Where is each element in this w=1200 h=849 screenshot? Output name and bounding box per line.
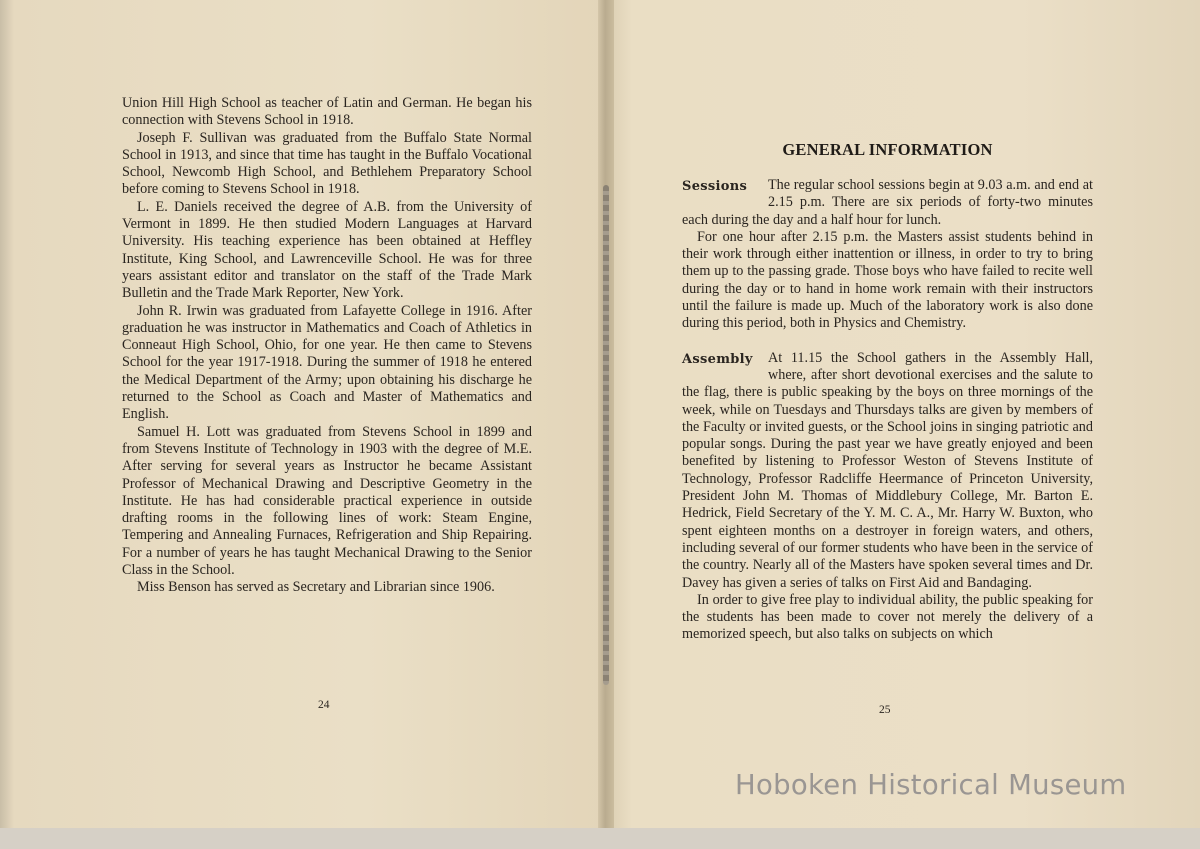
sessions-side-heading: Sessions: [682, 179, 748, 194]
paragraph: Miss Benson has served as Secretary and Librarian since 1906.: [137, 579, 495, 596]
paragraph: Union Hill High School as teacher of Latin and German. He began his connection with Stevens School in 1918.: [122, 95, 532, 129]
sessions-paragraph: The regular school sessions begin at 9.03 a.m. and end at 2.15 p.m. There are six periods of forty-two minutes each during the day and a half hour for lunch.: [682, 177, 1093, 228]
sessions-paragraph-2: For one hour after 2.15 p.m. the Masters assist students behind in their work through either inattention or illness, in order to try to bring them up to the passing grade. Those boys who have failed to recite well during the day or to hand in home work remain with their instructors until the failure is made up. Much of the laboratory work is also done during this period, both in Physics and Chemistry.: [682, 228, 1093, 332]
paragraph: L. E. Daniels received the degree of A.B. from the University of Vermont in 1899. He then studied Modern Languages at Harvard University. His teaching experience has been obtained at Heffley Institute, King School, and Lawrenceville School. He was for three years assistant editor and translator on the staff of the Trade Mark Bulletin and the Trade Mark Reporter, New York.: [122, 198, 532, 302]
assembly-side-heading: Assembly: [682, 351, 753, 367]
paragraph: John R. Irwin was graduated from Lafayette College in 1916. After graduation he was instructor in Mathematics and Coach of Athletics in Conneaut High School, Ohio, for one year. He then came to Stevens School for the year 1917-1918. During the summer of 1918 he entered the Medical Department of the Army; upon obtaining his discharge he returned to the School as Coach and Master of Mathematics and English.: [122, 302, 532, 423]
right-page-text: [682, 177, 1093, 644]
museum-watermark: Hoboken Historical Museum: [735, 769, 1127, 801]
left-page-text: [122, 95, 532, 597]
scan-bottom-edge: [0, 828, 1200, 849]
assembly-paragraph: At 11.15 the School gathers in the Assembly Hall, where, after short devotional exercises and the salute to the flag, there is public speaking by the boys on three mornings of the week, while on Tuesdays and Thursdays talks are given by members of the Faculty or invited guests, or the School joins in singing patriotic and popular songs. During the past year we have greatly enjoyed and been benefited by listening to Professor Weston of Stevens Institute of Technology, Professor Radcliffe Heermance of Princeton University, President John M. Thomas of Middlebury College, Mr. Barton E. Hedrick, Field Secretary of the Y. M. C. A., Mr. Harry W. Buxton, who spent eighteen months on a destroyer in foreign waters, and others, including several of our former students who have been in the service of the country. Nearly all of the Masters have spoken several times and Dr. Davey has given a series of talks on First Aid and Bandaging.: [682, 349, 1093, 591]
assembly-paragraph-2: In order to give free play to individual ability, the public speaking for the students has been made to cover not merely the delivery of a memorized speech, but also talks on subjects on which: [682, 591, 1093, 643]
paragraph: Joseph F. Sullivan was graduated from the Buffalo State Normal School in 1913, and since that time has taught in the Buffalo Vocational School, Newcomb High School, and Bethlehem Preparatory School before coming to Stevens School in 1918.: [122, 129, 532, 198]
sessions-section: [682, 177, 1093, 333]
assembly-section: [682, 350, 1093, 644]
page-number-right: 25: [879, 704, 891, 716]
section-heading: GENERAL INFORMATION: [782, 140, 993, 159]
binding-stitch: [603, 185, 609, 685]
page-number-left: 24: [318, 699, 330, 711]
paragraph: Samuel H. Lott was graduated from Stevens School in 1899 and from Stevens Institute of Technology in 1903 with the degree of M.E. After serving for several years as Instructor he became Assistant Professor of Mechanical Drawing and Descriptive Geometry in the Institute. He has had considerable practical experience in outside drafting rooms in the following lines of work: Steam Engine, Tempering and Annealing Furnaces, Refrigeration and Ship Repairing. For a number of years he has taught Mechanical Drawing to the Senior Class in the School.: [122, 423, 532, 579]
